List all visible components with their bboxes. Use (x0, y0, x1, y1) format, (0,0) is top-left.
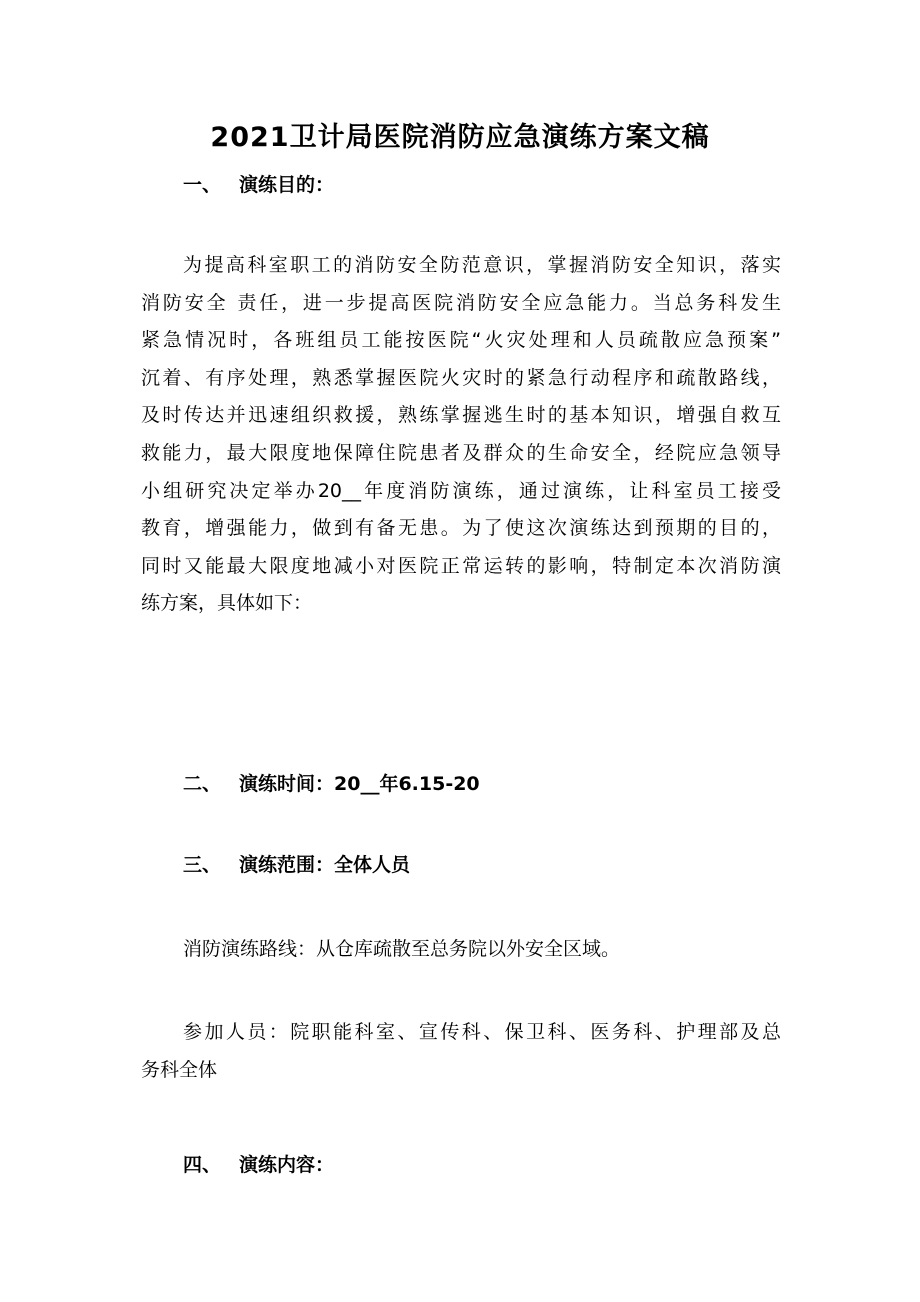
paragraph-line: 练方案，具体如下： (141, 592, 313, 615)
paragraph-line: 救能力，最大限度地保障住院患者及群众的生命安全，经院应急领导 (141, 441, 781, 464)
section-heading-content (183, 1150, 334, 1180)
paragraph-line: 同时又能最大限度地减小对医院正常运转的影响，特制定本次消防演 (141, 554, 781, 577)
paragraph-line: 沉着、有序处理，熟悉掌握医院火灾时的紧急行动程序和疏散路线， (141, 366, 781, 389)
paragraph-line: 小组研究决定举办20__年度消防演练，通过演练，让科室员工接受 (141, 479, 781, 502)
section-heading-time (183, 769, 480, 799)
purpose-paragraph (141, 247, 781, 623)
route-text: 消防演练路线：从仓库疏散至总务院以外安全区域。 (183, 938, 621, 960)
section-label: 演练内容： (239, 1154, 335, 1176)
document-title: 2021卫计局医院消防应急演练方案文稿 (210, 122, 710, 153)
paragraph-line: 务科全体 (141, 1058, 218, 1081)
section-label: 演练范围：全体人员 (239, 854, 411, 876)
section-number: 三、 (183, 854, 222, 876)
section-label: 演练时间：20__年6.15-20 (239, 773, 480, 795)
section-heading-scope (183, 850, 410, 880)
section-number: 二、 (183, 773, 222, 795)
paragraph-line: 教育，增强能力，做到有备无患。为了使这次演练达到预期的目的， (141, 517, 781, 540)
paragraph-line: 消防安全 责任，进一步提高医院消防安全应急能力。当总务科发生 (141, 291, 781, 314)
participants-paragraph (141, 1014, 781, 1089)
section-label: 演练目的： (239, 174, 335, 196)
section-number: 四、 (183, 1154, 222, 1176)
paragraph-line: 参加人员：院职能科室、宣传科、保卫科、医务科、护理部及总 (183, 1021, 781, 1043)
paragraph-line: 及时传达并迅速组织救援，熟练掌握逃生时的基本知识，增强自救互 (141, 404, 781, 427)
paragraph-line: 为提高科室职工的消防安全防范意识，掌握消防安全知识，落实 (183, 254, 781, 276)
section-heading-purpose (183, 170, 334, 200)
paragraph-line: 紧急情况时，各班组员工能按医院“火灾处理和人员疏散应急预案” (141, 329, 781, 352)
section-number: 一、 (183, 174, 222, 196)
